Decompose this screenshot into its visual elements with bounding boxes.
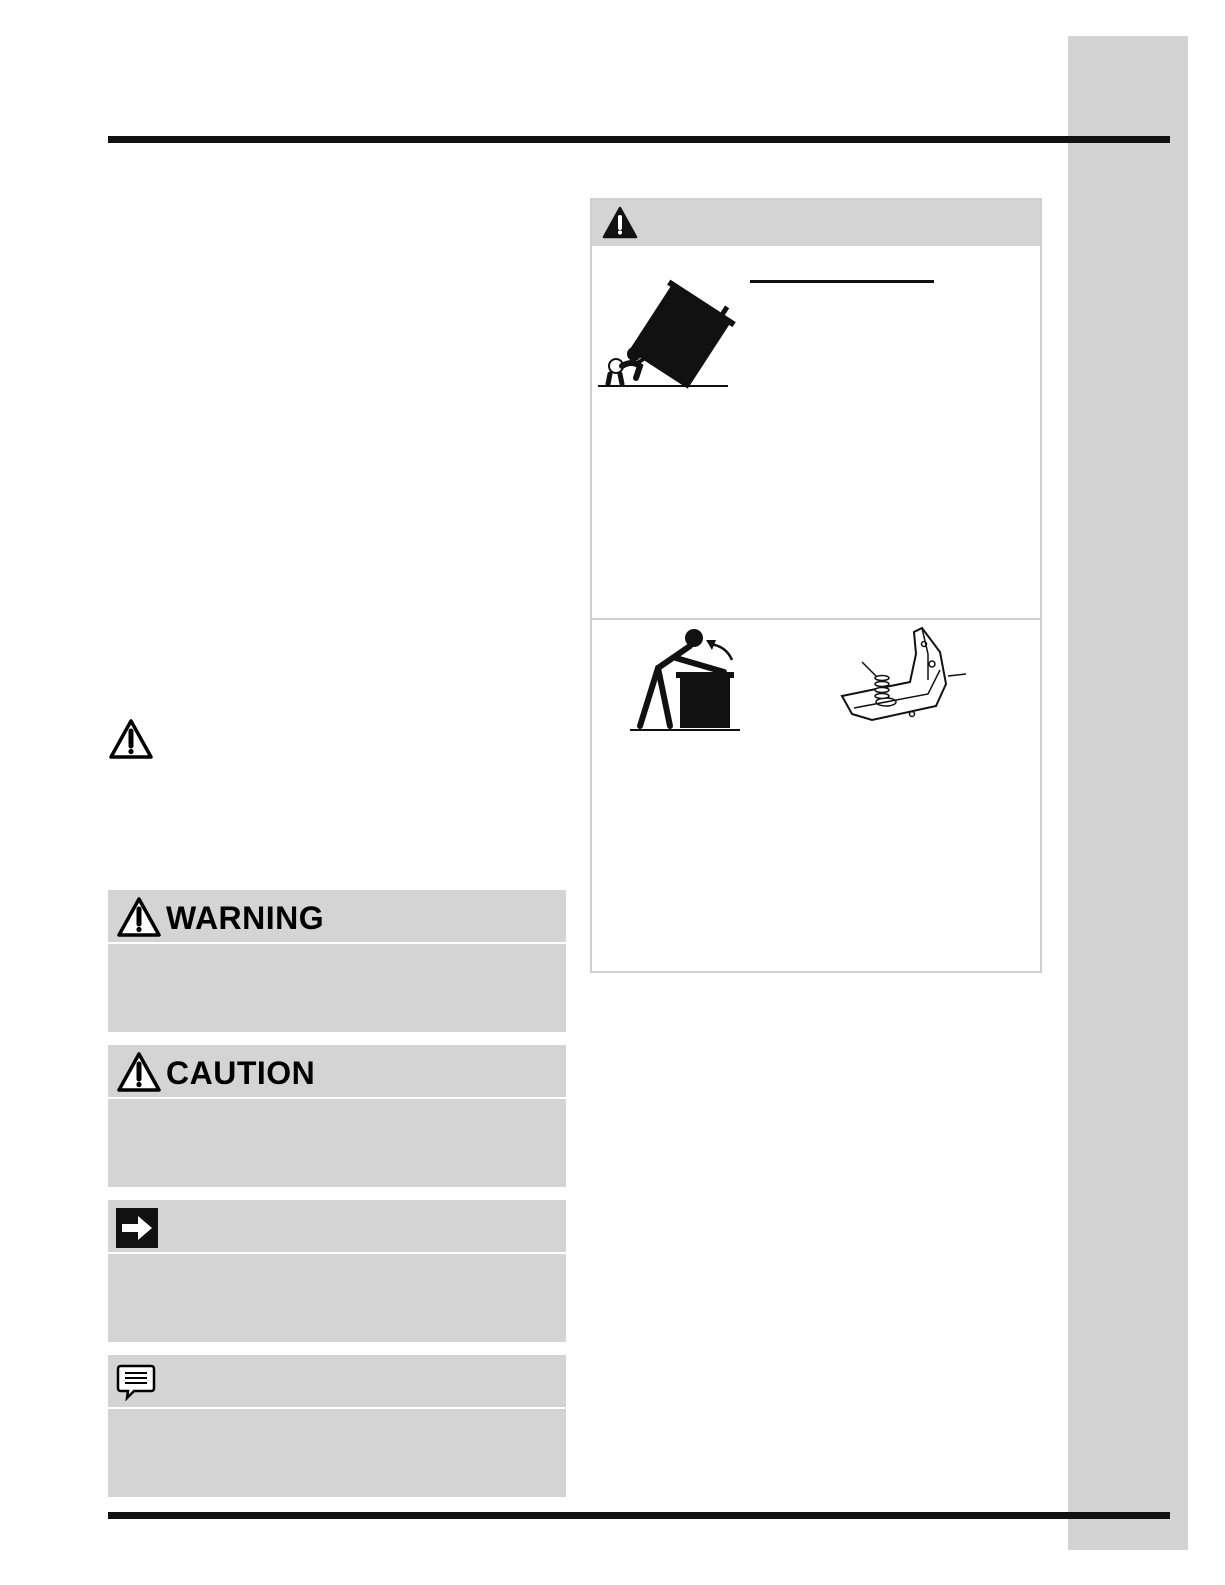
- box-divider: [592, 618, 1040, 620]
- note-callout: [108, 1355, 566, 1497]
- note-bubble-icon: [116, 1363, 156, 1406]
- child-climbing-range-icon: [596, 274, 736, 395]
- important-header: [108, 1200, 566, 1254]
- tip-over-header: [592, 200, 1040, 246]
- caution-callout: [108, 1045, 566, 1187]
- side-tab: [1068, 36, 1188, 1550]
- caution-body: [108, 1099, 566, 1187]
- warning-triangle-icon: [116, 896, 162, 943]
- arrow-right-icon: [116, 1208, 158, 1253]
- tip-over-box: [590, 198, 1042, 973]
- warning-body: [108, 944, 566, 1032]
- note-header: [108, 1355, 566, 1409]
- warning-triangle-icon: [602, 206, 638, 245]
- safety-alert-symbol: [108, 718, 154, 765]
- important-callout: [108, 1200, 566, 1342]
- note-body: [108, 1409, 566, 1497]
- warning-triangle-icon: [116, 1051, 162, 1098]
- tip-over-heading-rule: [750, 280, 934, 283]
- header-rule: [108, 136, 1170, 143]
- anti-tip-bracket-icon: [832, 624, 982, 739]
- warning-header: [108, 890, 566, 944]
- caution-label: CAUTION: [166, 1055, 316, 1091]
- footer-rule: [108, 1512, 1170, 1519]
- warning-callout: [108, 890, 566, 1032]
- important-body: [108, 1254, 566, 1342]
- warning-label: WARNING: [166, 900, 325, 936]
- caution-header: [108, 1045, 566, 1099]
- warning-triangle-icon: [108, 718, 154, 760]
- person-tilting-range-icon: [628, 628, 748, 739]
